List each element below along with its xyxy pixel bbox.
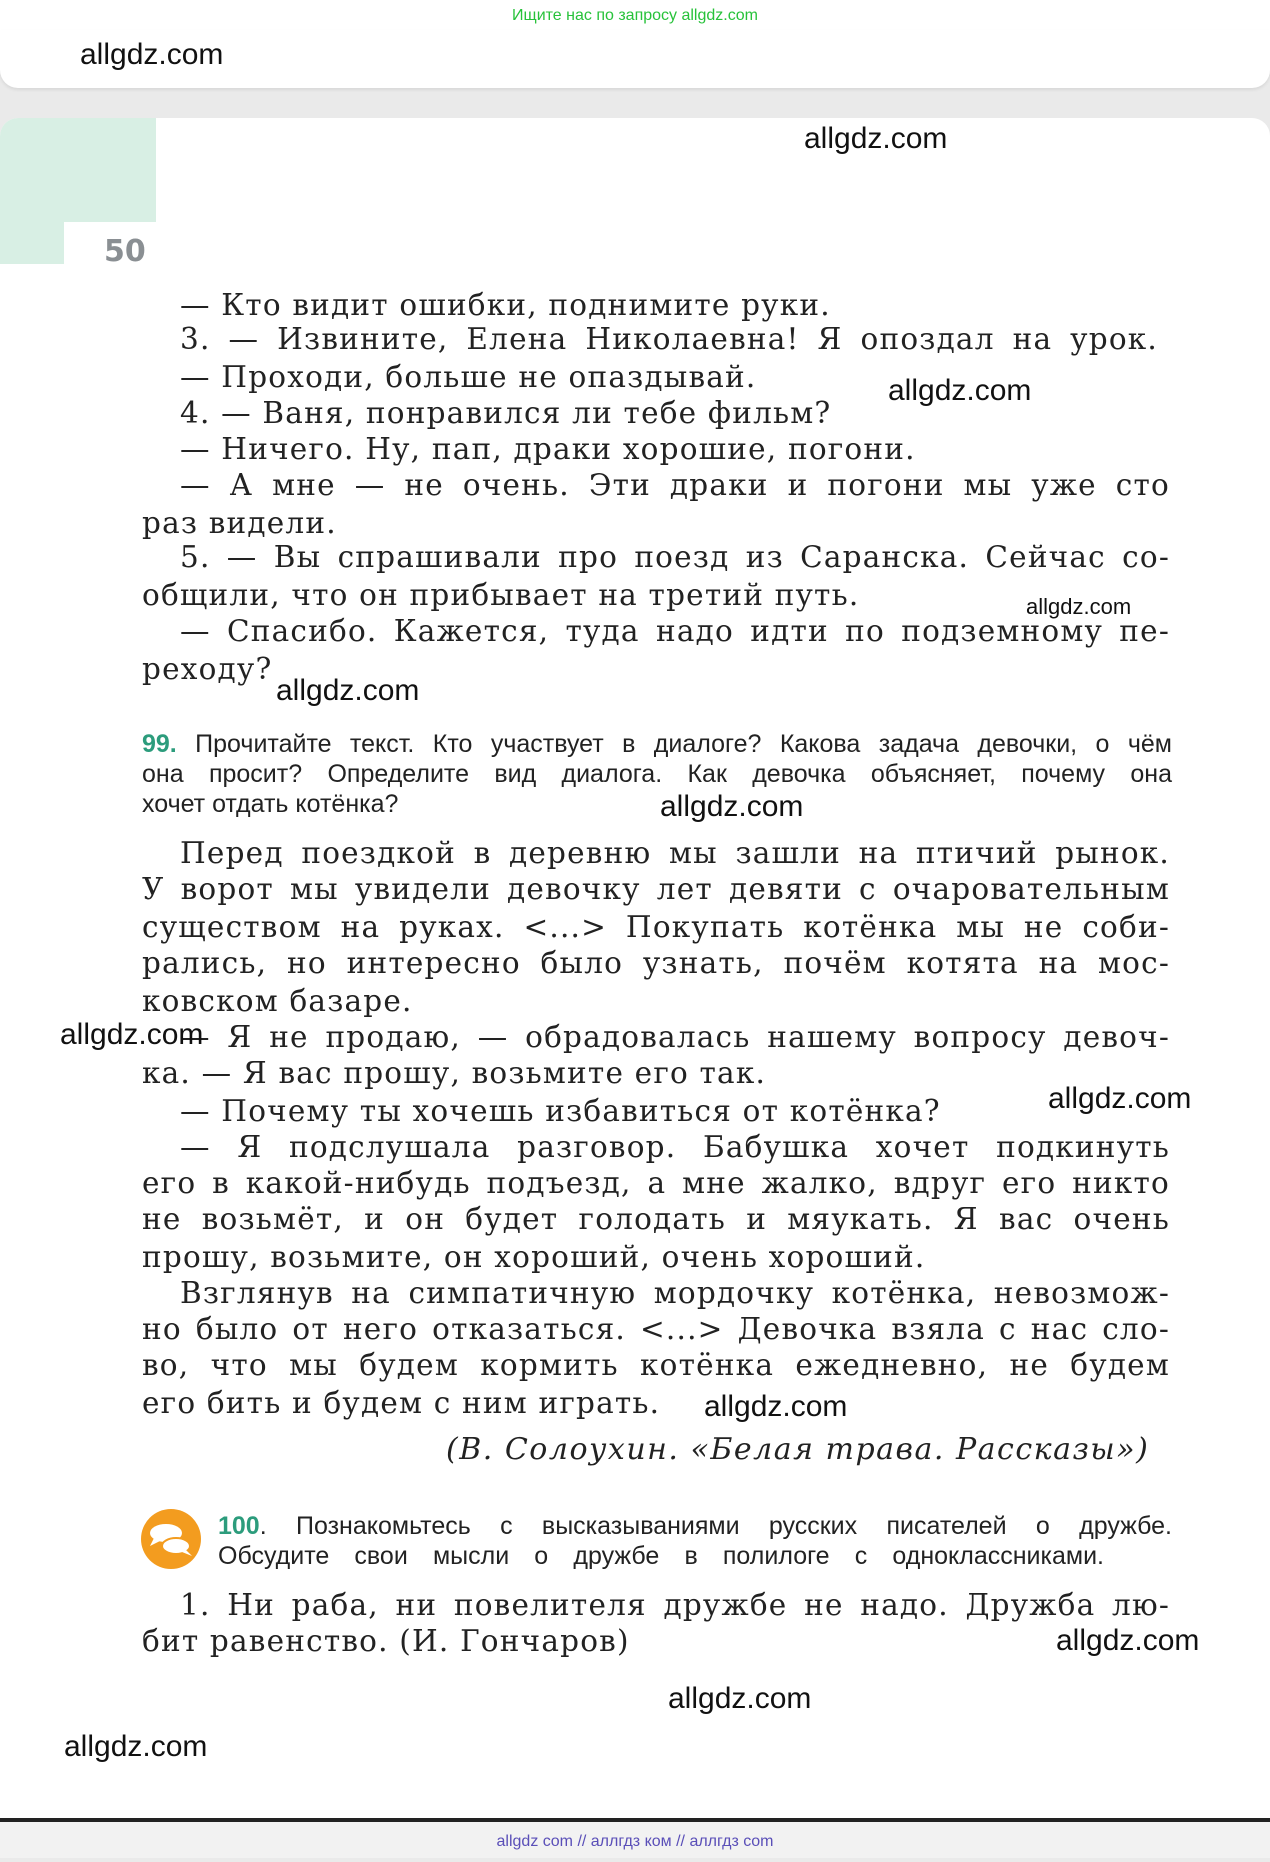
story-line: — Я не продаю, — обрадовалась нашему вопросу девоч-	[180, 1020, 1170, 1054]
story-line: У ворот мы увидели девочку лет девяти с очаровательным	[142, 872, 1170, 906]
story-line: ка. — Я вас прошу, возьмите его так.	[142, 1056, 767, 1090]
story-line: Перед поездкой в деревню мы зашли на птичий рынок.	[180, 836, 1170, 870]
watermark: allgdz.com	[888, 374, 1032, 407]
watermark: allgdz.com	[1048, 1082, 1192, 1115]
watermark: allgdz.com	[668, 1682, 812, 1715]
quote-line: 1. Ни раба, ни повелителя дружбе не надо. Дружба лю-	[180, 1588, 1170, 1622]
story-line: во, что мы будем кормить котёнка ежедневно, не будем	[142, 1348, 1170, 1382]
task-100-instruction: 100. Познакомьтесь с высказываниями русских писателей о дружбе.	[218, 1512, 1172, 1540]
story-line: ковском базаре.	[142, 984, 413, 1018]
discussion-bubbles-icon	[140, 1508, 202, 1570]
watermark: allgdz.com	[80, 38, 224, 71]
watermark: allgdz.com	[704, 1390, 848, 1423]
story-line: существом на руках. <...> Покупать котёнка мы не соби-	[142, 910, 1170, 944]
story-line: — Я подслушала разговор. Бабушка хочет подкинуть	[180, 1130, 1170, 1164]
task-99-instruction-line: хочет отдать котёнка?	[142, 790, 399, 818]
watermark: allgdz.com	[804, 122, 948, 155]
watermark: allgdz.com	[276, 674, 420, 707]
story-line: но было от него отказаться. <...> Девочка взяла с нас сло-	[142, 1312, 1170, 1346]
dialogue-line: 4. — Ваня, понравился ли тебе фильм?	[180, 396, 832, 430]
dialogue-line: — Спасибо. Кажется, туда надо идти по подземному пе-	[180, 614, 1170, 648]
task-100-number: 100	[218, 1512, 260, 1540]
story-line: Взглянув на симпатичную мордочку котёнка, невозмож-	[180, 1276, 1170, 1310]
story-line: прошу, возьмите, он хороший, очень хороший.	[142, 1240, 926, 1274]
page-corner-step	[0, 222, 64, 264]
dialogue-line: раз видели.	[142, 506, 337, 540]
story-line: его бить и будем с ним играть.	[142, 1386, 661, 1420]
dialogue-line: — А мне — не очень. Эти драки и погони мы уже сто	[180, 468, 1170, 502]
watermark: allgdz.com	[60, 1018, 204, 1051]
task-99-instruction: 99. Прочитайте текст. Кто участвует в диалоге? Какова задача девочки, о чём	[142, 730, 1172, 758]
watermark: allgdz.com	[1056, 1624, 1200, 1657]
dialogue-line: реходу?	[142, 652, 273, 686]
story-line: не возьмёт, и он будет голодать и мяукать. Я вас очень	[142, 1202, 1170, 1236]
story-line: рались, но интересно было узнать, почём котята на мос-	[142, 946, 1170, 980]
footer-text: allgdz com // аллгдз ком // аллгдз com	[496, 1833, 774, 1850]
watermark: allgdz.com	[660, 790, 804, 823]
dialogue-line: — Кто видит ошибки, поднимите руки.	[180, 288, 831, 322]
task-99-number: 99.	[142, 730, 177, 758]
page-corner-decoration	[0, 118, 156, 222]
dialogue-line: общили, что он прибывает на третий путь.	[142, 578, 860, 612]
task-99-instruction-line: она просит? Определите вид диалога. Как девочка объясняет, почему она	[142, 760, 1172, 788]
dialogue-line: — Ничего. Ну, пап, драки хорошие, погони.	[180, 432, 916, 466]
story-line: — Почему ты хочешь избавиться от котёнка?	[180, 1094, 941, 1128]
quote-line: бит равенство. (И. Гончаров)	[142, 1624, 630, 1658]
watermark: allgdz.com	[1026, 594, 1132, 619]
story-source: (В. Солоухин. «Белая трава. Рассказы»)	[446, 1432, 1150, 1467]
dialogue-line: 3. — Извините, Елена Николаевна! Я опоздал на урок.	[180, 322, 1158, 356]
top-banner-text: Ищите нас по запросу allgdz.com	[512, 7, 758, 24]
story-line: его в какой-нибудь подъезд, а мне жалко, вдруг его никто	[142, 1166, 1170, 1200]
page-number: 50	[104, 234, 146, 269]
watermark: allgdz.com	[64, 1730, 208, 1763]
footer-bar	[0, 1822, 1270, 1858]
task-100-instruction-line: Обсудите свои мысли о дружбе в полилоге с одноклассниками.	[218, 1542, 1104, 1570]
dialogue-line: — Проходи, больше не опаздывай.	[180, 360, 757, 394]
dialogue-line: 5. — Вы спрашивали про поезд из Саранска. Сейчас со-	[180, 540, 1170, 574]
